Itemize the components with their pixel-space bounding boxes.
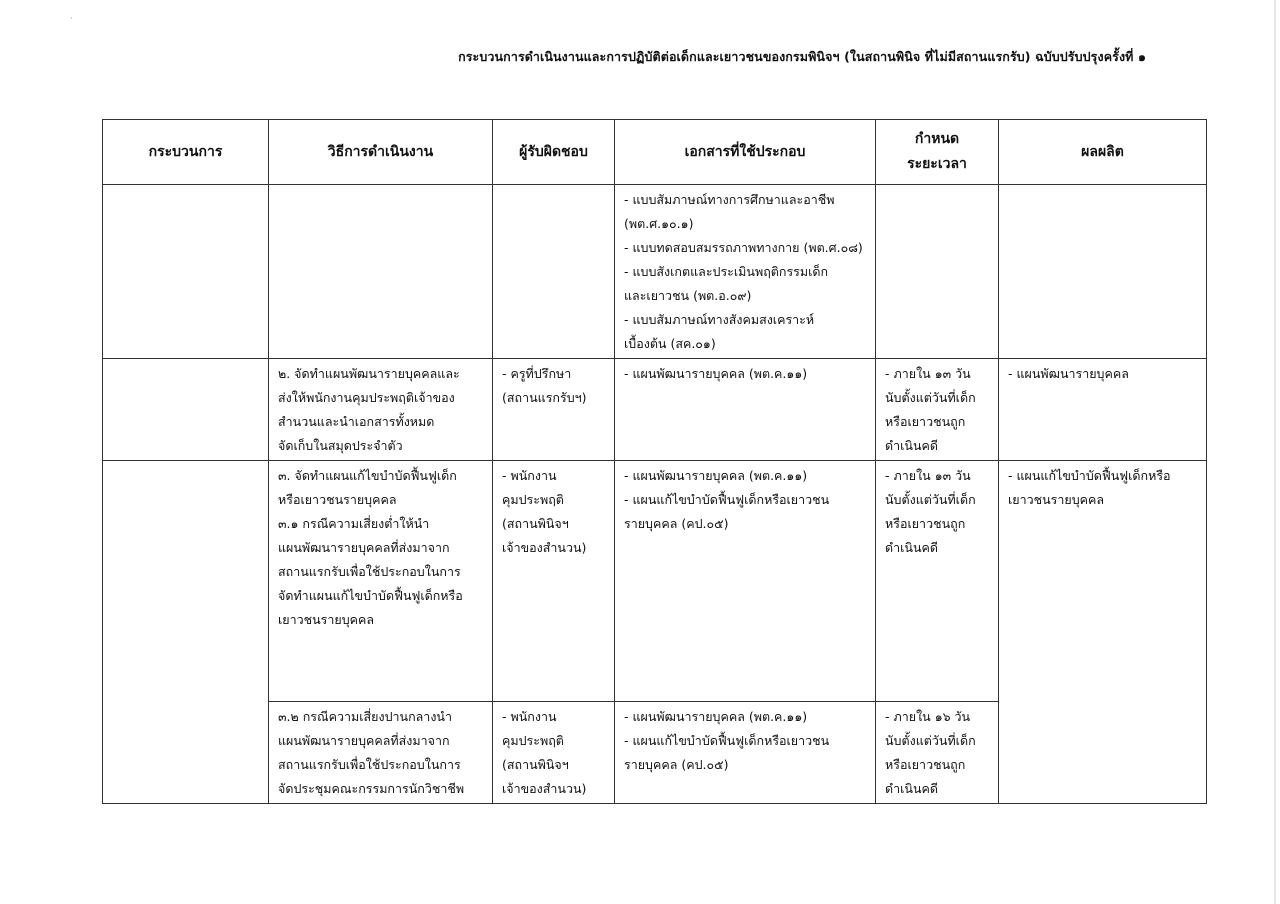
cell-line: จัดทำแผนแก้ไขบำบัดฟื้นฟูเด็กหรือ	[278, 588, 463, 603]
column-header-documents: เอกสารที่ใช้ประกอบ	[615, 120, 876, 185]
cell-process	[103, 461, 269, 804]
cell-line: ๓.๑ กรณีความเสี่ยงต่ำให้นำ	[278, 516, 430, 531]
cell-line: - แผนพัฒนารายบุคคล (พต.ค.๑๑)	[624, 366, 808, 381]
cell-line: รายบุคคล (คป.๐๕)	[624, 757, 729, 772]
cell-line: ๒. จัดทำแผนพัฒนารายบุคคลและ	[278, 366, 460, 381]
cell-line: หรือเยาวชนถูก	[885, 414, 966, 429]
process-table	[102, 119, 1207, 804]
cell-line: ส่งให้พนักงานคุมประพฤติเจ้าของ	[278, 390, 455, 405]
cell-line: - แผนพัฒนารายบุคคล (พต.ค.๑๑)	[624, 468, 808, 483]
cell-line: แผนพัฒนารายบุคคลที่ส่งมาจาก	[278, 540, 450, 555]
cell-method	[269, 185, 493, 359]
document-header-title: กระบวนการดำเนินงานและการปฏิบัติต่อเด็กและเยาวชนของกรมพินิจฯ (ในสถานพินิจ ที่ไม่มีสถานแรกรับ) ฉบับปรับปรุงครั้งที่ ๑	[458, 49, 1146, 64]
table-row	[103, 185, 1207, 359]
cell-line: เจ้าของสำนวน)	[502, 781, 587, 796]
cell-line: นับตั้งแต่วันที่เด็ก	[885, 492, 976, 507]
column-header-timeline-line2: ระยะเวลา	[907, 156, 967, 172]
cell-output	[999, 185, 1207, 359]
column-header-timeline	[876, 120, 999, 185]
cell-line: ดำเนินคดี	[885, 438, 938, 453]
page-edge-shadow	[1274, 0, 1276, 904]
cell-line: ๓. จัดทำแผนแก้ไขบำบัดฟื้นฟูเด็ก	[278, 468, 457, 483]
cell-line: และเยาวชน (พต.อ.๐๙)	[624, 288, 752, 303]
column-header-timeline-line1: กำหนด	[914, 131, 960, 147]
cell-documents	[615, 702, 876, 804]
cell-line: - แผนแก้ไขบำบัดฟื้นฟูเด็กหรือ	[1008, 468, 1171, 483]
cell-line: คุมประพฤติ	[502, 733, 564, 748]
column-header-responsible: ผู้รับผิดชอบ	[493, 120, 615, 185]
cell-line: จัดเก็บในสมุดประจำตัว	[278, 438, 403, 453]
cell-line: (สถานพินิจฯ	[502, 516, 569, 531]
cell-line: ดำเนินคดี	[885, 540, 938, 555]
cell-method	[269, 461, 493, 702]
cell-line: - ภายใน ๑๖ วัน	[885, 709, 971, 724]
cell-line: เบื้องต้น (สค.๐๑)	[624, 336, 716, 351]
cell-line: นับตั้งแต่วันที่เด็ก	[885, 390, 976, 405]
cell-line: เจ้าของสำนวน)	[502, 540, 587, 555]
cell-method	[269, 359, 493, 461]
cell-method	[269, 702, 493, 804]
cell-timeline	[876, 461, 999, 702]
cell-line: - แผนพัฒนารายบุคคล	[1008, 366, 1129, 381]
cell-line: หรือเยาวชนถูก	[885, 516, 966, 531]
table-row	[103, 461, 1207, 702]
cell-output	[999, 359, 1207, 461]
cell-line: ๓.๒ กรณีความเสี่ยงปานกลางนำ	[278, 709, 452, 724]
cell-documents	[615, 185, 876, 359]
cell-line: สถานแรกรับเพื่อใช้ประกอบในการ	[278, 757, 461, 772]
cell-timeline	[876, 185, 999, 359]
cell-line: (สถานพินิจฯ	[502, 757, 569, 772]
cell-line: หรือเยาวชนถูก	[885, 757, 966, 772]
cell-responsible	[493, 359, 615, 461]
cell-responsible	[493, 185, 615, 359]
cell-line: สำนวนและนำเอกสารทั้งหมด	[278, 414, 435, 429]
cell-line: เยาวชนรายบุคคล	[278, 612, 375, 627]
cell-line: ดำเนินคดี	[885, 781, 938, 796]
column-header-method: วิธีการดำเนินงาน	[269, 120, 493, 185]
cell-line: - ภายใน ๑๓ วัน	[885, 366, 971, 381]
cell-process	[103, 185, 269, 359]
scan-mark: ·	[70, 14, 73, 24]
cell-line: นับตั้งแต่วันที่เด็ก	[885, 733, 976, 748]
table-row	[103, 359, 1207, 461]
cell-line: - แผนแก้ไขบำบัดฟื้นฟูเด็กหรือเยาวชน	[624, 492, 830, 507]
cell-line: - แบบสังเกตและประเมินพฤติกรรมเด็ก	[624, 264, 829, 279]
cell-line: แผนพัฒนารายบุคคลที่ส่งมาจาก	[278, 733, 450, 748]
cell-line: - แบบทดสอบสมรรถภาพทางกาย (พต.ศ.๐๘)	[624, 240, 863, 255]
cell-line: - แบบสัมภาษณ์ทางสังคมสงเคราะห์	[624, 312, 815, 327]
column-header-process: กระบวนการ	[103, 120, 269, 185]
cell-line: คุมประพฤติ	[502, 492, 564, 507]
table-header-row	[103, 120, 1207, 185]
cell-line: - แผนพัฒนารายบุคคล (พต.ค.๑๑)	[624, 709, 808, 724]
cell-line: (พต.ศ.๑๐.๑)	[624, 216, 694, 231]
cell-responsible	[493, 461, 615, 702]
cell-line: - พนักงาน	[502, 709, 557, 724]
cell-line: เยาวชนรายบุคคล	[1008, 492, 1105, 507]
cell-line: หรือเยาวชนรายบุคคล	[278, 492, 397, 507]
cell-line: - แผนแก้ไขบำบัดฟื้นฟูเด็กหรือเยาวชน	[624, 733, 830, 748]
cell-timeline	[876, 359, 999, 461]
cell-line: (สถานแรกรับฯ)	[502, 390, 587, 405]
cell-line: - พนักงาน	[502, 468, 557, 483]
cell-line: - ภายใน ๑๓ วัน	[885, 468, 971, 483]
cell-line: - ครูที่ปรึกษา	[502, 366, 572, 381]
cell-output	[999, 461, 1207, 804]
cell-line: - แบบสัมภาษณ์ทางการศึกษาและอาชีพ	[624, 192, 835, 207]
cell-timeline	[876, 702, 999, 804]
cell-line: จัดประชุมคณะกรรมการนักวิชาชีพ	[278, 781, 465, 796]
cell-line: สถานแรกรับเพื่อใช้ประกอบในการ	[278, 564, 461, 579]
cell-documents	[615, 359, 876, 461]
column-header-output: ผลผลิต	[999, 120, 1207, 185]
cell-documents	[615, 461, 876, 702]
cell-process	[103, 359, 269, 461]
cell-responsible	[493, 702, 615, 804]
cell-line: รายบุคคล (คป.๐๕)	[624, 516, 729, 531]
